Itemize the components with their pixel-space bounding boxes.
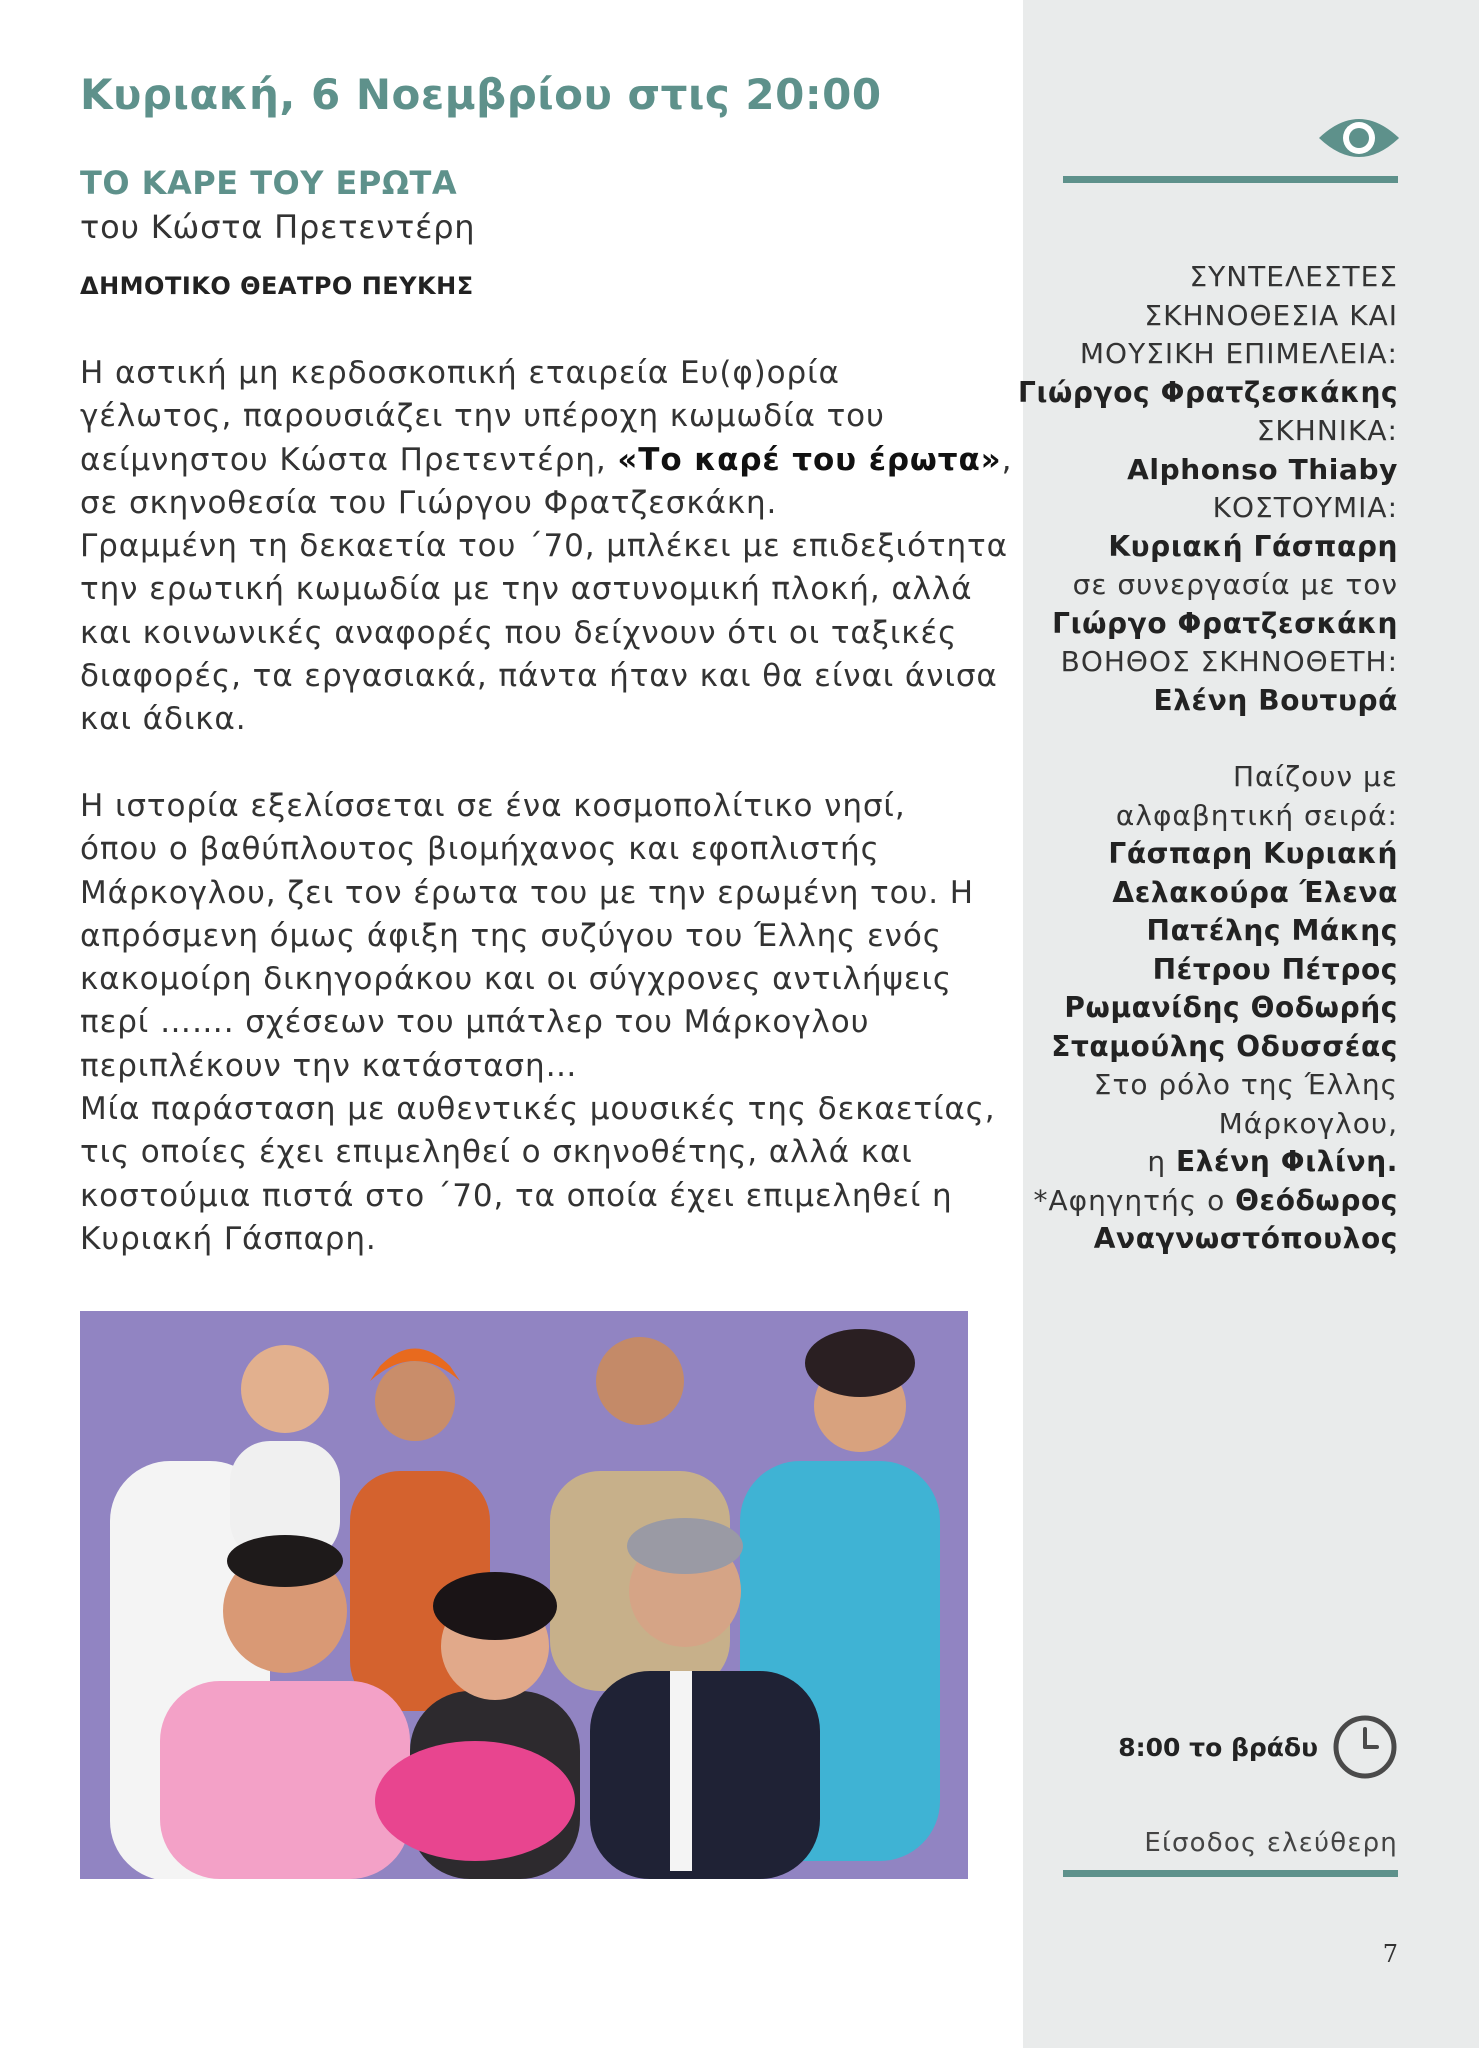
text-line: απρόσμενη όμως άφιξη της συζύγου του Έλλης ενός: [80, 917, 942, 954]
text-line: Μία παράσταση με αυθεντικές μουσικές της δεκαετίας,: [80, 1091, 996, 1128]
cast-member: Δελακούρα Έλενα: [1112, 875, 1398, 909]
divider-bottom: [1063, 1870, 1398, 1877]
cast-member: Πέτρου Πέτρος: [1152, 952, 1398, 986]
venue-name: ΔΗΜΟΤΙΚΟ ΘΕΑΤΡΟ ΠΕΥΚΗΣ: [80, 272, 474, 300]
credit-role: ΚΟΣΤΟΥΜΙΑ:: [1212, 491, 1398, 524]
credit-role: ΜΟΥΣΙΚΗ ΕΠΙΜΕΛΕΙΑ:: [1079, 337, 1398, 370]
text-line: Μάρκογλου, ζει τον έρωτα του με την ερωμένη του. Η: [80, 874, 975, 911]
text-line: Η αστική μη κερδοσκοπική εταιρεία Ευ(φ)ορία: [80, 355, 840, 391]
divider-top: [1063, 176, 1398, 183]
credit-name: Κυριακή Γάσπαρη: [1108, 529, 1398, 563]
credit-name: Γιώργος Φρατζεσκάκης: [1018, 375, 1399, 409]
eye-icon: [1316, 108, 1402, 168]
credit-note: σε συνεργασία με τον: [1072, 568, 1398, 601]
event-date: Κυριακή, 6 Νοεμβρίου στις 20:00: [80, 70, 882, 119]
time-label: 8:00 το βράδυ: [1118, 1732, 1318, 1762]
cast-member: Ελένη Φιλίνη.: [1176, 1145, 1398, 1178]
narrator-name: Αναγνωστόπουλος: [1093, 1222, 1398, 1255]
credit-role: ΒΟΗΘΟΣ ΣΚΗΝΟΘΕΤΗ:: [1060, 645, 1398, 678]
narrator-name: Θεόδωρος: [1235, 1183, 1398, 1217]
text-line: [80, 439, 1013, 482]
text-span: αείμνηστου Κώστα Πρετεντέρη,: [80, 441, 618, 478]
play-author: του Κώστα Πρετεντέρη: [80, 208, 476, 246]
credit-name: Ελένη Βουτυρά: [1153, 683, 1398, 717]
text-line: διαφορές, τα εργασιακά, πάντα ήταν και θα είναι άνισα: [80, 658, 998, 695]
text-span: ,: [1001, 441, 1013, 478]
cast-member: Σταμούλης Οδυσσέας: [1051, 1029, 1398, 1063]
role-note: Μάρκογλου,: [1218, 1106, 1398, 1140]
text-line: σε σκηνοθεσία του Γιώργου Φρατζεσκάκη.: [80, 484, 778, 521]
role-note: Στο ρόλο της Έλλης: [1093, 1068, 1398, 1101]
text-line: Η ιστορία εξελίσσεται σε ένα κοσμοπολίτικο νησί,: [80, 788, 906, 824]
description-paragraph-1: [80, 352, 1013, 742]
cast-intro: Παίζουν με: [1232, 760, 1398, 793]
text-line: την ερωτική κωμωδία με την αστυνομική πλοκή, αλλά: [80, 571, 973, 608]
narrator-note: [1018, 1182, 1398, 1221]
role-note: [1018, 1143, 1398, 1182]
text-line: περί ……. σχέσεων του μπάτλερ του Μάρκογλου: [80, 1004, 870, 1041]
credit-role: ΣΚΗΝΟΘΕΣΙΑ ΚΑΙ: [1144, 298, 1398, 332]
text-line: κοστούμια πιστά στο ΄70, τα οποία έχει επιμεληθεί η: [80, 1177, 953, 1214]
cast-intro: αλφαβητική σειρά:: [1115, 798, 1398, 832]
description-paragraph-2: [80, 785, 1000, 1261]
play-title: ΤΟ ΚΑΡΕ ΤΟΥ ΕΡΩΤΑ: [80, 164, 458, 202]
entry-info: Είσοδος ελεύθερη: [1144, 1828, 1398, 1858]
text-line: όπου ο βαθύπλουτος βιομήχανος και εφοπλιστής: [80, 831, 880, 868]
text-line: κακομοίρη δικηγοράκου και οι σύγχρονες αντιλήψεις: [80, 961, 952, 998]
credit-role: ΣΚΗΝΙΚΑ:: [1256, 414, 1398, 447]
cast-member: Γάσπαρη Κυριακή: [1108, 837, 1398, 870]
text-line: γέλωτος, παρουσιάζει την υπέροχη κωμωδία του: [80, 398, 885, 435]
role-note-prefix: η: [1147, 1145, 1177, 1178]
text-line: τις οποίες έχει επιμεληθεί ο σκηνοθέτης, αλλά και: [80, 1134, 913, 1171]
credits-heading: ΣΥΝΤΕΛΕΣΤΕΣ: [1189, 260, 1398, 293]
cast-photo-illustration: [80, 1311, 968, 1879]
text-line: και κοινωνικές αναφορές που δείχνουν ότι οι ταξικές: [80, 614, 958, 651]
cast-photo: [80, 1311, 968, 1879]
clock-icon: [1332, 1714, 1398, 1780]
play-title-inline: «Το καρέ του έρωτα»: [617, 441, 1002, 478]
cast-member: Πατέλης Μάκης: [1146, 914, 1398, 947]
text-line: περιπλέκουν την κατάσταση…: [80, 1047, 578, 1084]
text-line: Γραμμένη τη δεκαετία του ΄70, μπλέκει με επιδεξιότητα: [80, 528, 1008, 565]
credit-name: Γιώργο Φρατζεσκάκη: [1052, 606, 1398, 640]
page-number: 7: [1382, 1940, 1398, 1968]
spacer: [1018, 720, 1398, 758]
narrator-prefix: *Αφηγητής ο: [1033, 1183, 1236, 1217]
time-info: [1118, 1712, 1398, 1782]
text-line: Κυριακή Γάσπαρη.: [80, 1220, 377, 1257]
credit-name: Alphonso Thiaby: [1127, 452, 1398, 486]
credits-list: [1018, 258, 1398, 1259]
text-line: και άδικα.: [80, 701, 247, 738]
cast-member: Ρωμανίδης Θοδωρής: [1064, 991, 1398, 1024]
